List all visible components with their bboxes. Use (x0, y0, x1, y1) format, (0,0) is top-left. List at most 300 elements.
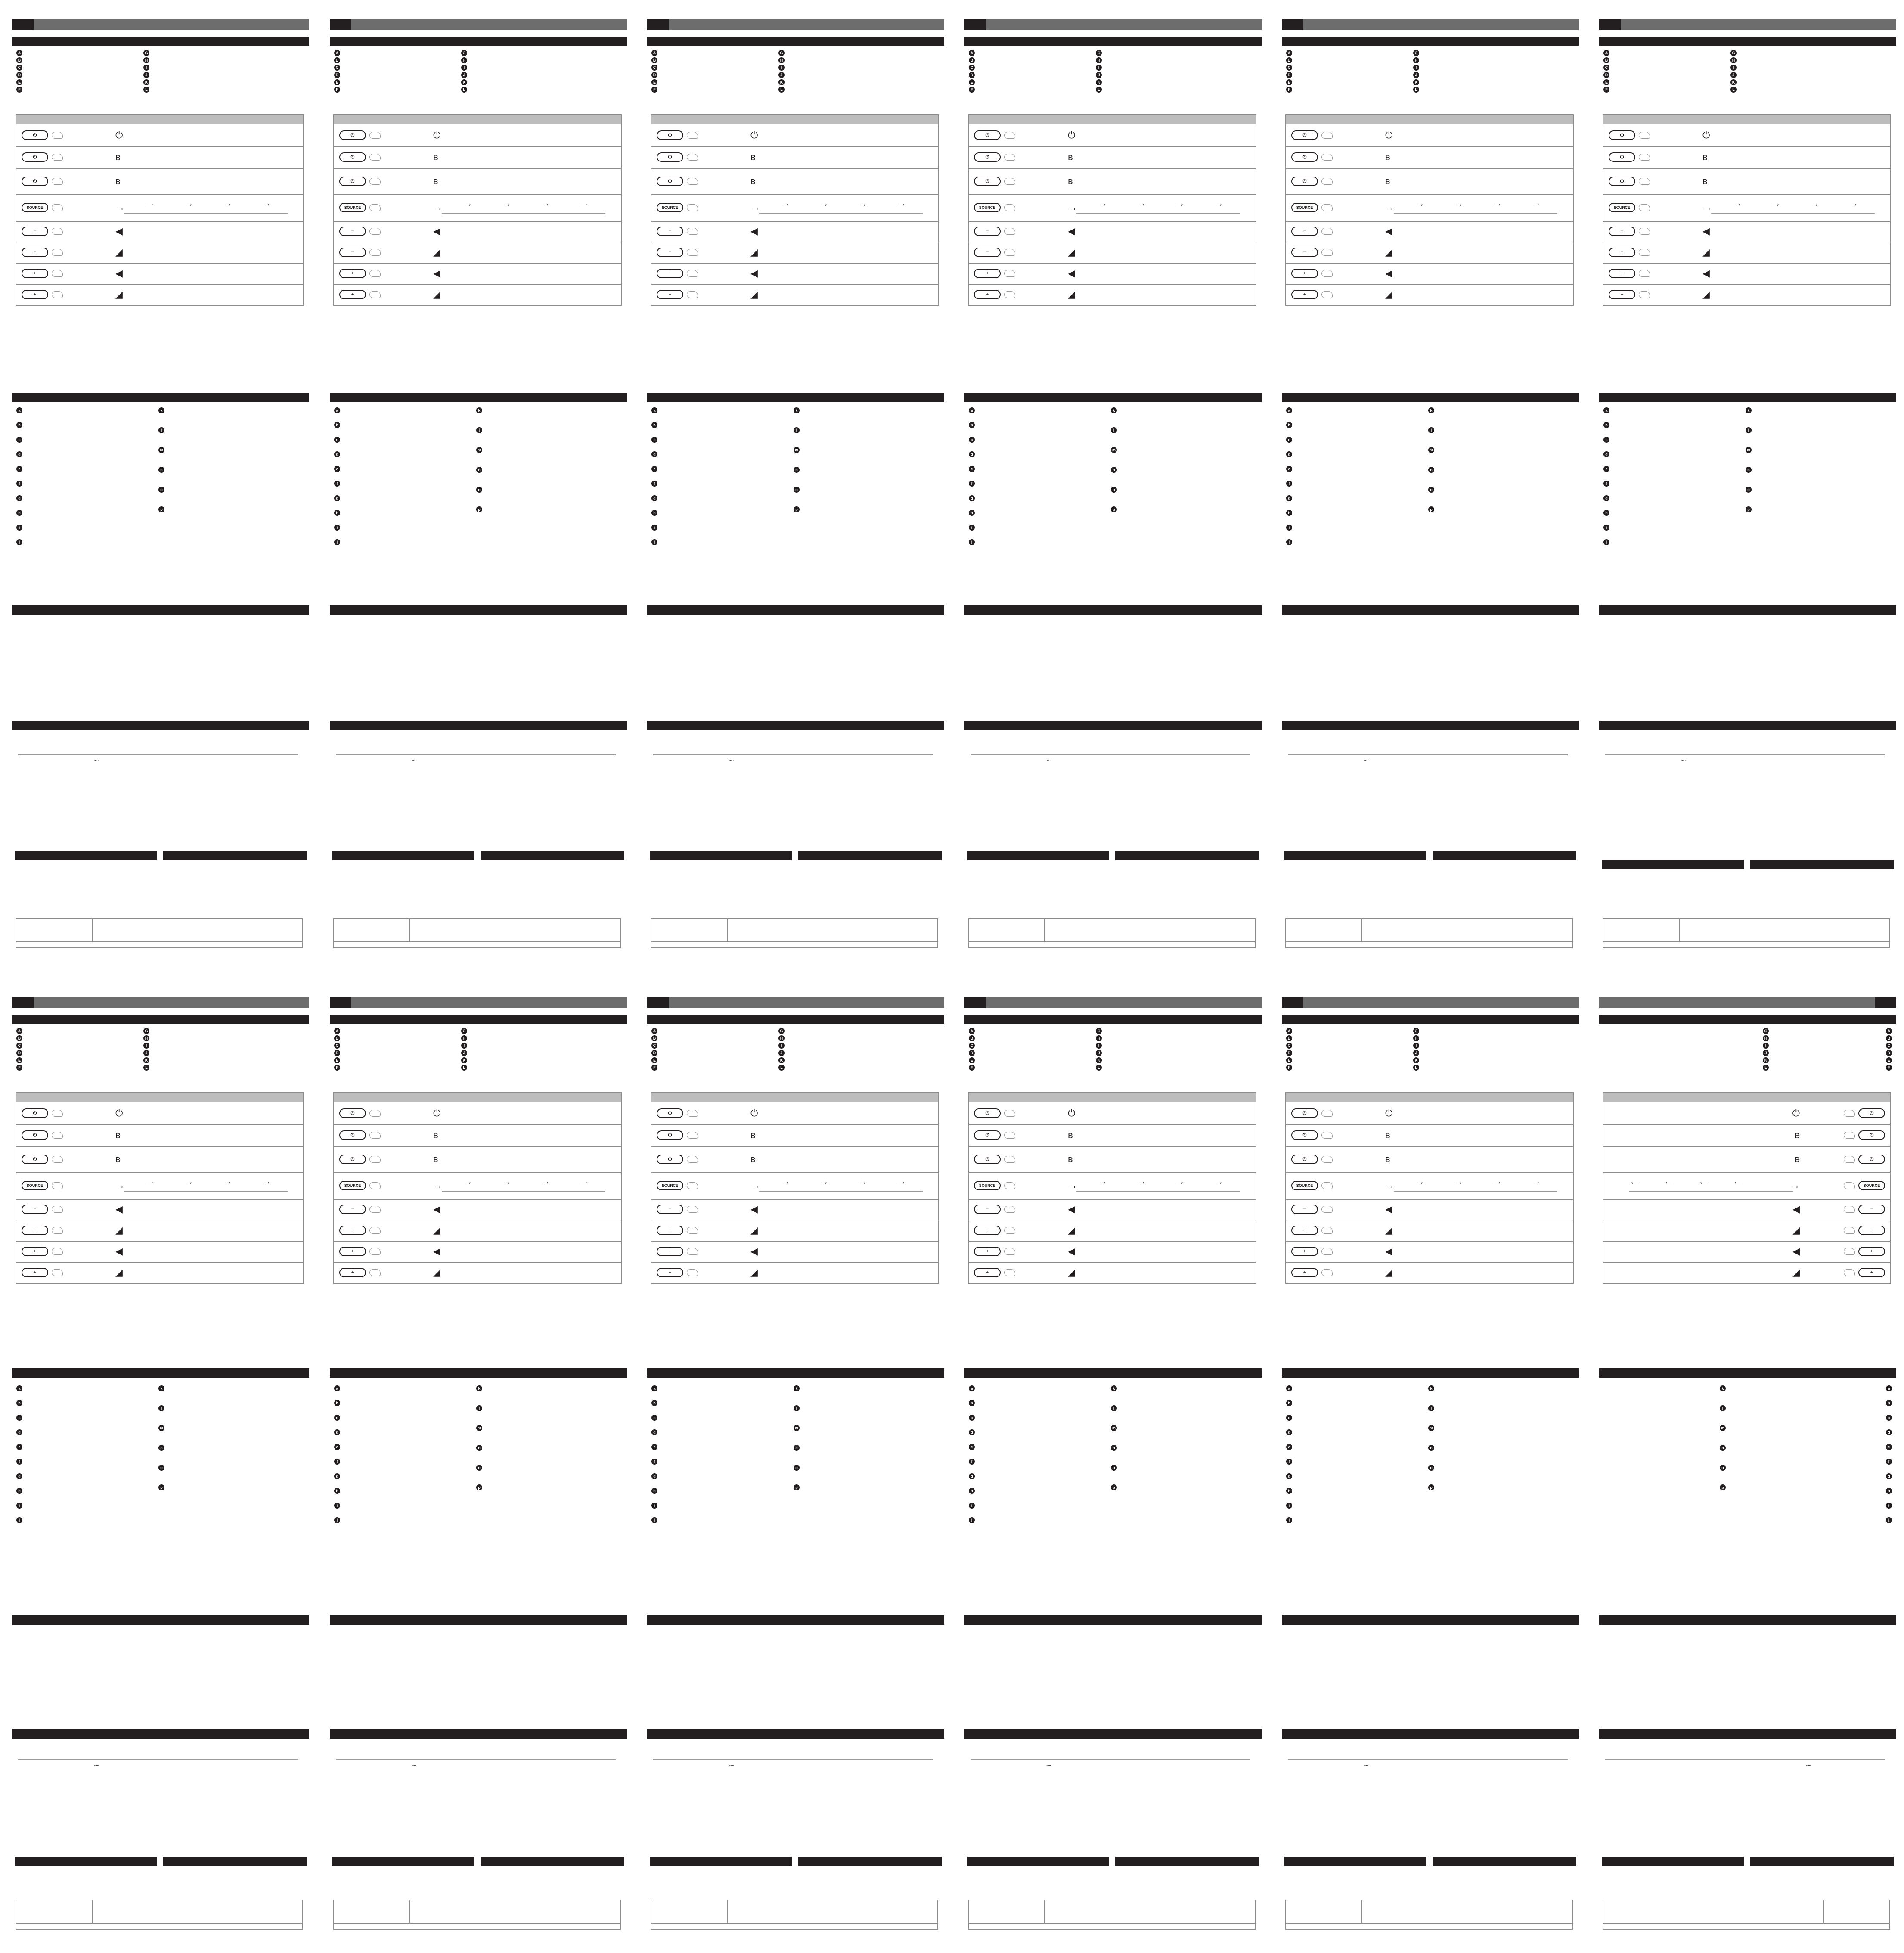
section-bar-3 (1599, 605, 1896, 615)
cycle-return-line (759, 1191, 923, 1192)
tilde-mark: ~ (1681, 756, 1686, 766)
power-button[interactable]: ⏻ (1858, 1108, 1885, 1118)
legend-letter-c: C (16, 1043, 22, 1049)
spec-table-divider (409, 919, 410, 941)
part-letter-g: g (16, 495, 22, 501)
part-letter-l: l (1720, 1405, 1726, 1411)
part-letter-j: j (1603, 539, 1609, 545)
power-button[interactable]: ⏻ (22, 1130, 48, 1140)
power-button[interactable]: ⏻ (1291, 1108, 1318, 1118)
press-hand-icon (369, 1110, 381, 1117)
source-button[interactable]: SOURCE (22, 203, 48, 212)
twin-bar-left (1602, 860, 1744, 869)
table-row-divider (969, 1172, 1256, 1173)
legend-letter-j: J (1413, 72, 1419, 78)
press-hand-icon (369, 1156, 381, 1163)
power-button[interactable]: ⏻ (1609, 177, 1635, 186)
part-letter-l: l (1746, 427, 1752, 433)
section-bar-parts (964, 393, 1262, 402)
rule-line (18, 1759, 298, 1760)
source-button[interactable]: SOURCE (339, 1181, 366, 1190)
tilde-mark: ~ (1364, 756, 1369, 766)
legend-letter-c: C (1886, 1043, 1892, 1049)
cycle-arrow-icon: → (580, 198, 589, 208)
table-row-divider (1286, 1199, 1573, 1200)
part-letter-e: e (969, 466, 975, 472)
panel-11 (1282, 997, 1579, 1936)
power-button[interactable]: ⏻ (1858, 1155, 1885, 1164)
section-bar-3 (330, 1615, 627, 1625)
volume-up-button[interactable]: + (657, 290, 683, 299)
cycle-arrow-icon: → (1493, 198, 1502, 208)
part-letter-n: n (1746, 467, 1752, 473)
legend-letter-g: G (143, 1028, 149, 1034)
twin-bar-left (650, 1857, 792, 1866)
press-hand-icon (1004, 291, 1015, 298)
volume-down-button[interactable]: − (339, 248, 366, 257)
legend-letter-j: J (143, 1050, 149, 1056)
part-letter-d: d (1603, 451, 1609, 457)
press-hand-icon (52, 1269, 63, 1276)
part-letter-l: l (158, 1405, 164, 1411)
source-cycle-icon: → (1702, 202, 1712, 213)
controls-table-header (969, 1093, 1256, 1102)
volume-min-icon: ◢ (750, 1225, 758, 1236)
rule-line (653, 754, 933, 755)
part-letter-c: c (969, 1415, 975, 1421)
press-hand-icon (1004, 249, 1015, 256)
power-button[interactable]: ⏻ (1609, 152, 1635, 162)
part-letter-b: b (334, 422, 340, 428)
table-row-divider (651, 1199, 938, 1200)
part-letter-o: o (1111, 487, 1117, 493)
volume-down-button[interactable]: − (657, 248, 683, 257)
spec-table-row-line (1603, 941, 1889, 942)
twin-bar-right (1750, 1857, 1894, 1866)
volume-up-button[interactable]: + (1291, 1247, 1318, 1256)
power-button[interactable]: ⏻ (657, 177, 683, 186)
volume-up-button[interactable]: + (657, 1268, 683, 1277)
volume-down-button[interactable]: − (339, 1226, 366, 1235)
source-button[interactable]: SOURCE (974, 1181, 1001, 1190)
volume-down-button[interactable]: − (22, 1226, 48, 1235)
table-row-divider (334, 221, 621, 222)
rule-line (971, 1759, 1250, 1760)
volume-up-button[interactable]: + (339, 290, 366, 299)
part-letter-e: e (969, 1444, 975, 1450)
volume-down-button[interactable]: − (974, 227, 1001, 236)
spec-table-divider (1044, 919, 1045, 941)
rule-line (18, 754, 298, 755)
volume-down-button[interactable]: − (1291, 1226, 1318, 1235)
part-letter-g: g (1286, 495, 1292, 501)
power-button[interactable]: ⏻ (339, 1130, 366, 1140)
cycle-arrow-icon: → (146, 198, 155, 208)
volume-up-button[interactable]: + (974, 269, 1001, 278)
legend-letter-b: B (651, 57, 657, 63)
volume-min-icon: ◢ (433, 1225, 440, 1236)
header-band (1599, 997, 1875, 1008)
volume-down-button[interactable]: − (339, 1205, 366, 1214)
source-button[interactable]: SOURCE (339, 203, 366, 212)
table-row-divider (1286, 194, 1573, 195)
legend-letter-c: C (969, 1043, 975, 1049)
power-button[interactable]: ⏻ (22, 1108, 48, 1118)
volume-down-button[interactable]: − (1609, 248, 1635, 257)
legend-letter-c: C (651, 1043, 657, 1049)
power-button[interactable]: ⏻ (1291, 1155, 1318, 1164)
power-button[interactable]: ⏻ (974, 1155, 1001, 1164)
legend-letter-d: D (334, 1050, 340, 1056)
legend-letter-a: A (334, 1028, 340, 1034)
volume-down-button[interactable]: − (1858, 1205, 1885, 1214)
table-row-divider (969, 1199, 1256, 1200)
legend-letter-l: L (143, 1065, 149, 1071)
volume-up-button[interactable]: + (974, 290, 1001, 299)
volume-down-button[interactable]: − (657, 227, 683, 236)
part-letter-a: a (1286, 1385, 1292, 1391)
press-hand-icon (1321, 270, 1333, 277)
volume-down-button[interactable]: − (1858, 1226, 1885, 1235)
volume-up-button[interactable]: + (339, 1268, 366, 1277)
cycle-return-line (1394, 1191, 1557, 1192)
power-button[interactable]: ⏻ (974, 1108, 1001, 1118)
part-letter-i: i (1603, 525, 1609, 531)
volume-min-icon: ◢ (115, 247, 123, 258)
volume-up-button[interactable]: + (974, 1247, 1001, 1256)
legend-letter-h: H (1096, 57, 1102, 63)
volume-up-button[interactable]: + (22, 1268, 48, 1277)
section-bar-3 (964, 605, 1262, 615)
volume-up-button[interactable]: + (22, 290, 48, 299)
power-button[interactable]: ⏻ (657, 152, 683, 162)
section-bar-3 (12, 1615, 309, 1625)
part-letter-n: n (1720, 1445, 1726, 1451)
volume-down-button[interactable]: − (22, 1205, 48, 1214)
controls-table (16, 114, 304, 306)
controls-table (651, 114, 939, 306)
section-bar-parts (1599, 1368, 1896, 1378)
press-hand-icon (1004, 1269, 1015, 1276)
header-tab-block (1875, 997, 1896, 1008)
press-hand-icon (52, 1110, 63, 1117)
legend-letter-d: D (334, 72, 340, 78)
cycle-arrow-icon: ← (1664, 1176, 1673, 1186)
spec-table-row-line (16, 1923, 302, 1924)
power-button[interactable]: ⏻ (22, 1155, 48, 1164)
press-hand-icon (1004, 132, 1015, 139)
legend-letter-g: G (778, 1028, 785, 1034)
part-letter-f: f (1286, 481, 1292, 487)
legend-letter-j: J (778, 72, 785, 78)
twin-bar-right (1750, 860, 1894, 869)
spec-table-divider (1823, 1900, 1824, 1923)
part-letter-a: a (16, 1385, 22, 1391)
part-letter-e: e (334, 466, 340, 472)
volume-down-button[interactable]: − (339, 227, 366, 236)
volume-up-button[interactable]: + (339, 1247, 366, 1256)
tilde-mark: ~ (1046, 756, 1051, 766)
legend-letter-l: L (143, 87, 149, 93)
spec-table-row-line (1286, 941, 1572, 942)
part-letter-g: g (1886, 1473, 1892, 1479)
part-letter-p: p (1428, 1484, 1434, 1490)
power-button[interactable]: ⏻ (22, 130, 48, 140)
table-row-divider (16, 146, 303, 147)
volume-down-button[interactable]: − (22, 227, 48, 236)
legend-letter-j: J (1096, 72, 1102, 78)
press-hand-icon (369, 132, 381, 139)
press-hand-icon (52, 132, 63, 139)
source-button[interactable]: SOURCE (1609, 203, 1635, 212)
spec-table-divider (92, 1900, 93, 1923)
volume-down-button[interactable]: − (1291, 227, 1318, 236)
power-button[interactable]: ⏻ (974, 1130, 1001, 1140)
cycle-arrow-icon: ← (1733, 1176, 1742, 1186)
volume-up-button[interactable]: + (1609, 269, 1635, 278)
spec-table-row-line (651, 1923, 937, 1924)
source-button[interactable]: SOURCE (1858, 1181, 1885, 1190)
volume-down-button[interactable]: − (22, 248, 48, 257)
legend-letter-d: D (16, 72, 22, 78)
source-button[interactable]: SOURCE (657, 203, 683, 212)
legend-letter-d: D (1886, 1050, 1892, 1056)
legend-letter-e: E (1286, 1057, 1292, 1063)
volume-up-button[interactable]: + (339, 269, 366, 278)
legend-letter-h: H (461, 57, 467, 63)
part-letter-d: d (16, 451, 22, 457)
power-button[interactable]: ⏻ (657, 130, 683, 140)
power-button[interactable]: ⏻ (657, 1108, 683, 1118)
press-hand-icon (687, 1132, 698, 1139)
power-button[interactable]: ⏻ (1858, 1130, 1885, 1140)
volume-min-icon: ◢ (1385, 247, 1392, 258)
part-letter-b: b (969, 1400, 975, 1406)
volume-up-button[interactable]: + (657, 269, 683, 278)
part-letter-h: h (1286, 1488, 1292, 1494)
part-letter-j: j (1286, 539, 1292, 545)
volume-down-button[interactable]: − (1291, 248, 1318, 257)
twin-bar-right (798, 851, 942, 860)
spec-table (1603, 918, 1890, 948)
header-tab-block (647, 997, 669, 1008)
cycle-return-line (1711, 213, 1875, 214)
legend-letter-e: E (969, 79, 975, 85)
volume-down-button[interactable]: − (974, 1205, 1001, 1214)
part-letter-c: c (334, 1415, 340, 1421)
table-row-divider (651, 1262, 938, 1263)
spec-table-divider (409, 1900, 410, 1923)
part-letter-h: h (1603, 510, 1609, 516)
twin-bar-right (481, 1857, 624, 1866)
bluetooth-pair-icon: ʙ (433, 1130, 438, 1140)
cycle-arrow-icon: → (897, 198, 906, 208)
press-hand-icon (1844, 1132, 1855, 1139)
volume-up-step-icon: ◀ (1068, 1246, 1075, 1257)
press-hand-icon (687, 132, 698, 139)
legend-letter-b: B (334, 57, 340, 63)
power-button[interactable]: ⏻ (657, 1130, 683, 1140)
volume-up-button[interactable]: + (1858, 1268, 1885, 1277)
press-hand-icon (687, 291, 698, 298)
press-hand-icon (369, 1227, 381, 1234)
bluetooth-pair-icon: ʙ (1702, 152, 1708, 162)
legend-letter-i: I (461, 65, 467, 71)
legend-letter-a: A (16, 1028, 22, 1034)
power-button[interactable]: ⏻ (657, 1155, 683, 1164)
controls-table-header (1603, 115, 1890, 124)
press-hand-icon (1004, 270, 1015, 277)
power-button[interactable]: ⏻ (974, 152, 1001, 162)
part-letter-h: h (969, 510, 975, 516)
part-letter-m: m (794, 1425, 800, 1431)
panel-6 (1599, 19, 1896, 958)
volume-max-icon: ◢ (750, 1267, 758, 1278)
rule-line (336, 754, 616, 755)
volume-max-icon: ◢ (750, 289, 758, 300)
part-letter-g: g (651, 1473, 657, 1479)
legend-letter-j: J (1413, 1050, 1419, 1056)
power-button[interactable]: ⏻ (1291, 1130, 1318, 1140)
legend-letter-f: F (16, 87, 22, 93)
source-button[interactable]: SOURCE (974, 203, 1001, 212)
part-letter-p: p (476, 1484, 482, 1490)
volume-up-button[interactable]: + (974, 1268, 1001, 1277)
volume-down-step-icon: ◀ (1792, 1204, 1800, 1214)
volume-up-button[interactable]: + (1291, 269, 1318, 278)
spec-table (16, 1900, 303, 1930)
power-button[interactable]: ⏻ (339, 1108, 366, 1118)
legend-letter-l: L (461, 87, 467, 93)
press-hand-icon (52, 1227, 63, 1234)
power-button[interactable]: ⏻ (1609, 130, 1635, 140)
part-letter-m: m (1720, 1425, 1726, 1431)
part-letter-a: a (1603, 407, 1609, 413)
source-button[interactable]: SOURCE (1291, 1181, 1318, 1190)
power-button[interactable]: ⏻ (1291, 130, 1318, 140)
source-button[interactable]: SOURCE (22, 1181, 48, 1190)
part-letter-i: i (969, 1503, 975, 1509)
table-row-divider (651, 284, 938, 285)
legend-letter-f: F (334, 1065, 340, 1071)
section-bar-parts (964, 1368, 1262, 1378)
power-on-off-icon: ⏻ (1385, 1108, 1393, 1118)
part-letter-l: l (1111, 427, 1117, 433)
power-on-off-icon: ⏻ (115, 1108, 123, 1118)
part-letter-d: d (334, 1429, 340, 1435)
volume-down-button[interactable]: − (974, 248, 1001, 257)
legend-letter-h: H (143, 1035, 149, 1041)
part-letter-k: k (1428, 407, 1434, 413)
part-letter-c: c (1286, 1415, 1292, 1421)
cycle-arrow-icon: → (502, 1176, 512, 1186)
cycle-arrow-icon: → (463, 1176, 473, 1186)
part-letter-h: h (651, 510, 657, 516)
press-hand-icon (1639, 228, 1650, 235)
volume-down-button[interactable]: − (657, 1226, 683, 1235)
legend-letter-d: D (969, 72, 975, 78)
twin-bar-right (1433, 851, 1576, 860)
legend-letter-d: D (651, 1050, 657, 1056)
press-hand-icon (1004, 178, 1015, 185)
volume-down-button[interactable]: − (1291, 1205, 1318, 1214)
part-letter-c: c (651, 1415, 657, 1421)
cycle-arrow-icon: → (184, 1176, 194, 1186)
press-hand-icon (1004, 1110, 1015, 1117)
part-letter-e: e (1286, 1444, 1292, 1450)
section-bar-parts (647, 393, 944, 402)
power-button[interactable]: ⏻ (1291, 152, 1318, 162)
part-letter-n: n (1428, 1445, 1434, 1451)
volume-down-button[interactable]: − (974, 1226, 1001, 1235)
volume-up-button[interactable]: + (22, 269, 48, 278)
part-letter-p: p (1720, 1484, 1726, 1490)
power-button[interactable]: ⏻ (974, 130, 1001, 140)
spec-table (16, 918, 303, 948)
spec-table (1285, 1900, 1573, 1930)
volume-down-button[interactable]: − (657, 1205, 683, 1214)
volume-up-button[interactable]: + (657, 1247, 683, 1256)
controls-table (1603, 1092, 1891, 1284)
legend-letter-k: K (143, 79, 149, 85)
bluetooth-connected-icon: ʙ (433, 176, 438, 186)
legend-letter-g: G (1413, 1028, 1419, 1034)
part-letter-a: a (651, 1385, 657, 1391)
power-button[interactable]: ⏻ (22, 177, 48, 186)
header-tab-block (964, 997, 986, 1008)
legend-letter-i: I (461, 1043, 467, 1049)
source-button[interactable]: SOURCE (1291, 203, 1318, 212)
press-hand-icon (1844, 1110, 1855, 1117)
power-button[interactable]: ⏻ (974, 177, 1001, 186)
table-row-divider (1603, 194, 1890, 195)
power-button[interactable]: ⏻ (339, 130, 366, 140)
volume-up-button[interactable]: + (22, 1247, 48, 1256)
legend-letter-e: E (1603, 79, 1609, 85)
volume-up-button[interactable]: + (1291, 1268, 1318, 1277)
bluetooth-pair-icon: ʙ (1068, 1130, 1073, 1140)
twin-bar-left (15, 851, 157, 860)
power-button[interactable]: ⏻ (339, 152, 366, 162)
part-letter-n: n (794, 1445, 800, 1451)
power-button[interactable]: ⏻ (1291, 177, 1318, 186)
cycle-return-line (124, 213, 288, 214)
section-bar-legend (647, 37, 944, 46)
press-hand-icon (1639, 154, 1650, 161)
legend-letter-k: K (1096, 1057, 1102, 1063)
part-letter-l: l (1428, 427, 1434, 433)
power-button[interactable]: ⏻ (339, 177, 366, 186)
twin-bar-left (967, 1857, 1109, 1866)
table-row-divider (651, 221, 938, 222)
volume-up-button[interactable]: + (1291, 290, 1318, 299)
power-on-off-icon: ⏻ (115, 130, 123, 140)
spec-table-divider (1044, 1900, 1045, 1923)
volume-up-button[interactable]: + (1858, 1247, 1885, 1256)
source-button[interactable]: SOURCE (657, 1181, 683, 1190)
volume-up-button[interactable]: + (1609, 290, 1635, 299)
legend-letter-d: D (16, 1050, 22, 1056)
section-bar-parts (1282, 1368, 1579, 1378)
volume-down-button[interactable]: − (1609, 227, 1635, 236)
table-row-divider (334, 168, 621, 169)
controls-table-header (16, 1093, 303, 1102)
table-row-divider (334, 1146, 621, 1147)
press-hand-icon (1639, 249, 1650, 256)
part-letter-i: i (16, 525, 22, 531)
power-button[interactable]: ⏻ (22, 152, 48, 162)
power-button[interactable]: ⏻ (339, 1155, 366, 1164)
